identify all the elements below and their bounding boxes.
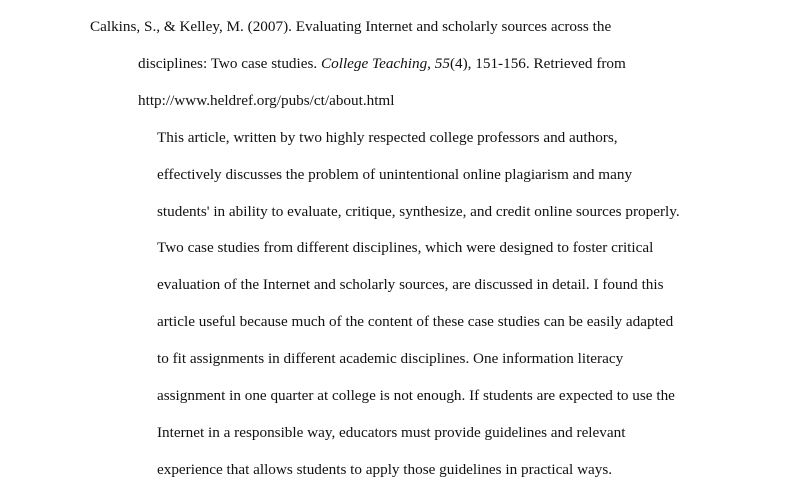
citation-line-1 bbox=[90, 17, 611, 37]
annotation-line: to fit assignments in different academic disciplines. One information literacy bbox=[157, 350, 624, 367]
annotation-line: evaluation of the Internet and scholarly sources, are discussed in detail. I found this bbox=[157, 276, 664, 293]
annotation-line: article useful because much of the content of these case studies can be easily adapted bbox=[157, 313, 674, 330]
annotation-line: students' in ability to evaluate, critique, synthesize, and credit online sources properly. bbox=[157, 203, 680, 220]
citation-authors-year: Calkins, S., & Kelley, M. (2007). bbox=[90, 18, 292, 35]
citation-volume: 55 bbox=[434, 55, 450, 72]
citation-retrieved-label: Retrieved from bbox=[533, 55, 626, 72]
citation-title-part2: disciplines: Two case studies. bbox=[138, 55, 318, 72]
citation-title-part1: Evaluating Internet and scholarly sources across the bbox=[295, 18, 612, 35]
citation-url: http://www.heldref.org/pubs/ct/about.html bbox=[138, 92, 395, 109]
citation-journal: College Teaching bbox=[321, 55, 428, 72]
annotation-line: assignment in one quarter at college is not enough. If students are expected to use the bbox=[157, 387, 675, 404]
annotation-line: Two case studies from different disciplines, which were designed to foster critical bbox=[157, 239, 654, 256]
citation-line-2: disciplines: Two case studies. College Teaching, 55(4), 151-156. Retrieved from bbox=[138, 55, 626, 72]
annotation-line: effectively discusses the problem of unintentional online plagiarism and many bbox=[157, 166, 633, 183]
citation-issue-pages: (4), 151-156. bbox=[449, 55, 530, 72]
annotation-line: experience that allows students to apply those guidelines in practical ways. bbox=[157, 461, 613, 478]
annotation-line: This article, written by two highly respected college professors and authors, bbox=[157, 129, 618, 146]
annotation-line: Internet in a responsible way, educators must provide guidelines and relevant bbox=[157, 424, 626, 441]
